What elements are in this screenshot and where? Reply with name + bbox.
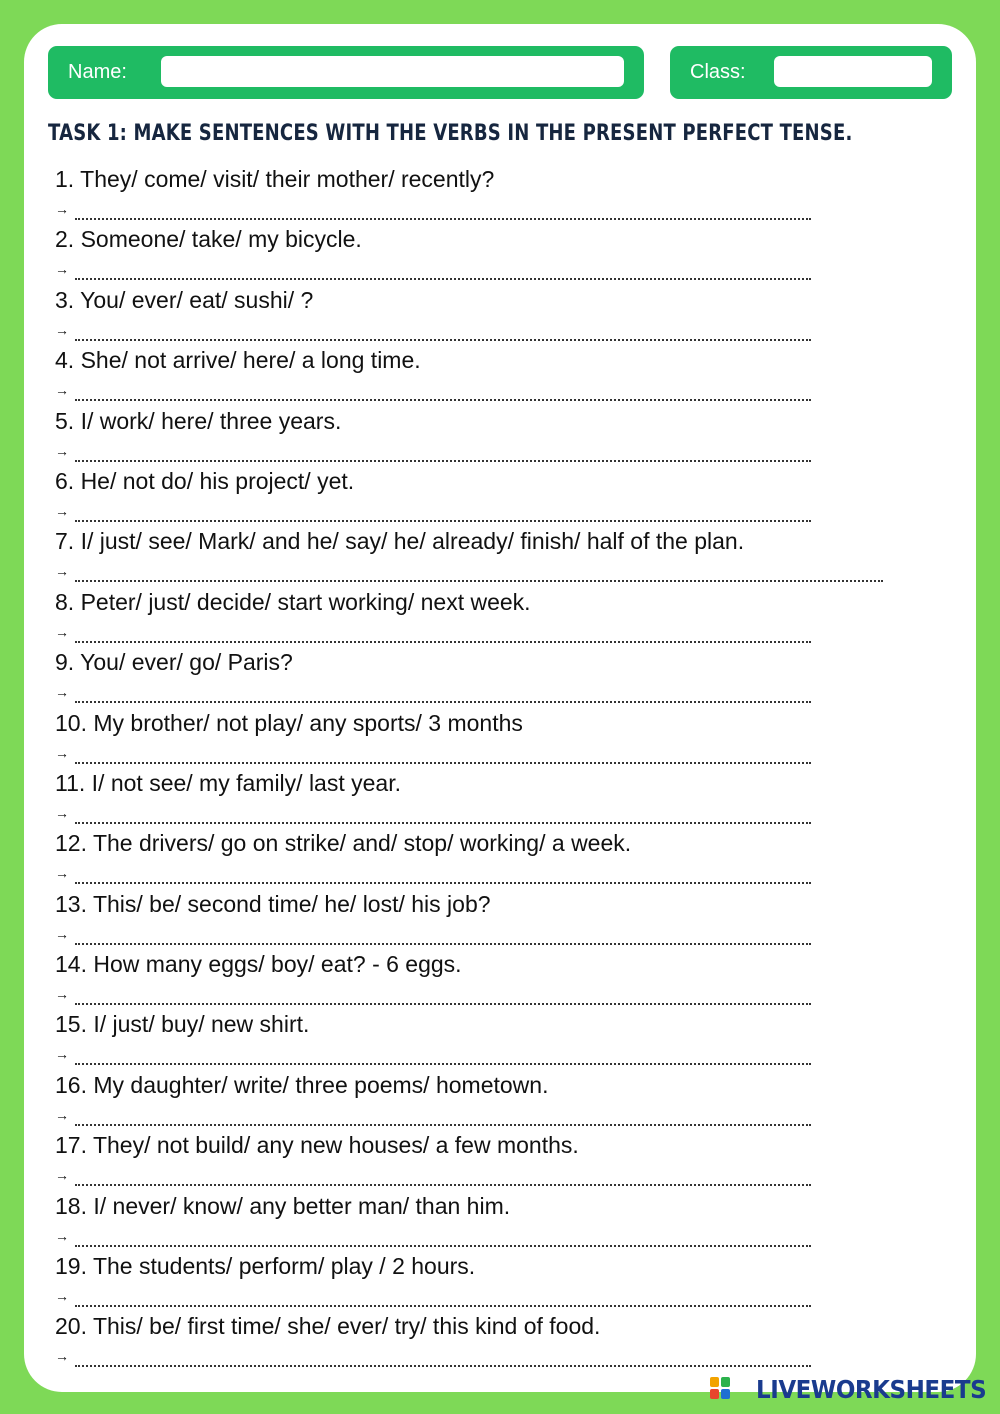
exercise-prompt: 9. You/ ever/ go/ Paris?: [55, 649, 293, 676]
exercise-item: [55, 404, 955, 464]
arrow-icon: →: [55, 321, 69, 338]
arrow-icon: →: [55, 865, 69, 882]
arrow-icon: →: [55, 1227, 69, 1244]
arrow-icon: →: [55, 382, 69, 399]
exercise-prompt: 11. I/ not see/ my family/ last year.: [55, 769, 401, 796]
exercise-prompt: 14. How many eggs/ boy/ eat? - 6 eggs.: [55, 951, 462, 978]
name-bar: [48, 46, 644, 99]
exercise-item: [55, 1189, 955, 1249]
class-label: Class:: [690, 61, 746, 83]
exercise-prompt: 15. I/ just/ buy/ new shirt.: [55, 1011, 310, 1038]
arrow-icon: →: [55, 1167, 69, 1184]
answer-input[interactable]: [75, 925, 811, 945]
arrow-icon: →: [55, 1348, 69, 1365]
arrow-icon: →: [55, 1046, 69, 1063]
exercise-item: [55, 766, 955, 826]
arrow-icon: →: [55, 442, 69, 459]
arrow-icon: →: [55, 744, 69, 761]
answer-input[interactable]: [75, 321, 811, 341]
exercise-prompt: 12. The drivers/ go on strike/ and/ stop/ working/ a week.: [55, 830, 632, 857]
name-label: Name:: [68, 61, 127, 83]
name-field[interactable]: [161, 56, 624, 87]
answer-row: [55, 923, 955, 945]
exercise-item: [55, 162, 955, 222]
answer-input[interactable]: [75, 260, 811, 280]
exercise-prompt: 16. My daughter/ write/ three poems/ hometown.: [55, 1071, 549, 1098]
exercise-item: [55, 947, 955, 1007]
answer-input[interactable]: [75, 804, 811, 824]
answer-input[interactable]: [75, 1347, 811, 1367]
exercise-item: [55, 1128, 955, 1188]
exercise-item: [55, 464, 955, 524]
answer-row: [55, 742, 955, 764]
liveworksheets-logo: [710, 1374, 986, 1404]
arrow-icon: →: [55, 684, 69, 701]
arrow-icon: →: [55, 623, 69, 640]
liveworksheets-logo-icon: [710, 1377, 732, 1401]
exercise-prompt: 10. My brother/ not play/ any sports/ 3 months: [55, 709, 523, 736]
answer-row: [55, 258, 955, 280]
answer-input[interactable]: [75, 1166, 811, 1186]
answer-row: [55, 500, 955, 522]
answer-input[interactable]: [75, 562, 883, 582]
answer-row: [55, 1043, 955, 1065]
answer-row: [55, 1225, 955, 1247]
exercise-prompt: 18. I/ never/ know/ any better man/ than him.: [55, 1192, 511, 1219]
exercise-list: [55, 162, 955, 1370]
worksheet-page: [24, 24, 976, 1392]
answer-row: [55, 198, 955, 220]
answer-input[interactable]: [75, 985, 811, 1005]
exercise-item: [55, 222, 955, 282]
exercise-prompt: 2. Someone/ take/ my bicycle.: [55, 226, 362, 253]
answer-row: [55, 560, 955, 582]
class-bar: [670, 46, 952, 99]
exercise-item: [55, 706, 955, 766]
answer-row: [55, 440, 955, 462]
answer-input[interactable]: [75, 1287, 811, 1307]
answer-row: [55, 621, 955, 643]
exercise-item: [55, 585, 955, 645]
arrow-icon: →: [55, 261, 69, 278]
exercise-item: [55, 1249, 955, 1309]
answer-input[interactable]: [75, 442, 811, 462]
arrow-icon: →: [55, 563, 69, 580]
arrow-icon: →: [55, 1288, 69, 1305]
exercise-item: [55, 343, 955, 403]
exercise-prompt: 3. You/ ever/ eat/ sushi/ ?: [55, 286, 314, 313]
exercise-item: [55, 524, 955, 584]
answer-input[interactable]: [75, 623, 811, 643]
exercise-item: [55, 1068, 955, 1128]
exercise-prompt: 13. This/ be/ second time/ he/ lost/ his job?: [55, 890, 491, 917]
answer-input[interactable]: [75, 1106, 811, 1126]
arrow-icon: →: [55, 201, 69, 217]
exercise-item: [55, 283, 955, 343]
exercise-item: [55, 1309, 955, 1369]
class-field[interactable]: [774, 56, 932, 87]
answer-input[interactable]: [75, 502, 811, 522]
exercise-prompt: 1. They/ come/ visit/ their mother/ recently?: [55, 166, 495, 192]
exercise-prompt: 5. I/ work/ here/ three years.: [55, 407, 342, 434]
exercise-prompt: 17. They/ not build/ any new houses/ a few months.: [55, 1132, 579, 1159]
exercise-prompt: 7. I/ just/ see/ Mark/ and he/ say/ he/ already/ finish/ half of the plan.: [55, 528, 745, 555]
answer-input[interactable]: [75, 744, 811, 764]
answer-input[interactable]: [75, 1227, 811, 1247]
answer-input[interactable]: [75, 200, 811, 220]
answer-row: [55, 681, 955, 703]
exercise-prompt: 4. She/ not arrive/ here/ a long time.: [55, 347, 421, 374]
exercise-prompt: 20. This/ be/ first time/ she/ ever/ try/ this kind of food.: [55, 1313, 601, 1340]
answer-input[interactable]: [75, 1045, 811, 1065]
arrow-icon: →: [55, 986, 69, 1003]
exercise-item: [55, 826, 955, 886]
answer-row: [55, 862, 955, 884]
answer-row: [55, 1285, 955, 1307]
answer-row: [55, 983, 955, 1005]
exercise-item: [55, 645, 955, 705]
answer-row: [55, 319, 955, 341]
exercise-prompt: 19. The students/ perform/ play / 2 hours.: [55, 1253, 476, 1280]
task-title: TASK 1: MAKE SENTENCES WITH THE VERBS IN THE PRESENT PERFECT TENSE.: [48, 121, 853, 146]
answer-row: [55, 1104, 955, 1126]
answer-row: [55, 379, 955, 401]
arrow-icon: →: [55, 804, 69, 821]
answer-row: [55, 1164, 955, 1186]
answer-input[interactable]: [75, 683, 811, 703]
logo-text: LIVEWORKSHEETS: [755, 1374, 986, 1404]
exercise-prompt: 8. Peter/ just/ decide/ start working/ next week.: [55, 588, 531, 615]
exercise-item: [55, 1007, 955, 1067]
arrow-icon: →: [55, 925, 69, 942]
exercise-prompt: 6. He/ not do/ his project/ yet.: [55, 467, 355, 494]
answer-input[interactable]: [75, 864, 811, 884]
answer-input[interactable]: [75, 381, 811, 401]
arrow-icon: →: [55, 502, 69, 519]
answer-row: [55, 1345, 955, 1367]
exercise-item: [55, 887, 955, 947]
answer-row: [55, 802, 955, 824]
arrow-icon: →: [55, 1106, 69, 1123]
